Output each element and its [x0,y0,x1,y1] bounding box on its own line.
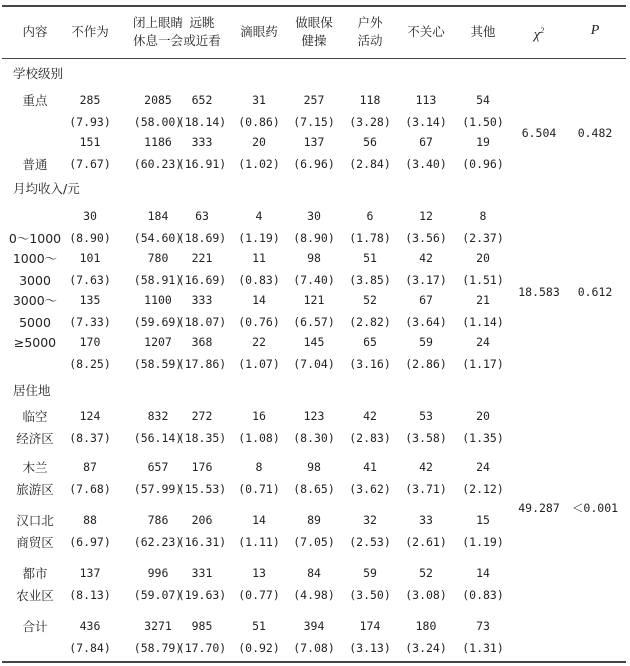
cell-count: 89 [307,513,321,527]
header-col6-line1: 户外 [357,15,383,30]
header-col5-line1: 做眼保 [295,15,333,30]
cell-count: 30 [83,209,97,223]
cell-count: 331 [191,566,213,580]
cell-percent: (8.65) [293,482,335,496]
cell-count: 24 [476,460,490,474]
cell-percent: (57.99) [133,482,183,496]
cell-percent: (3.16) [349,357,391,371]
cell-percent: (58.59) [133,357,183,371]
cell-count: 1100 [144,293,172,307]
cell-count: 333 [191,293,213,307]
cell-count: 59 [419,335,433,349]
cell-percent: (3.58) [405,431,447,445]
cell-percent: (0.92) [238,641,280,655]
cell-percent: (2.61) [405,535,447,549]
cell-percent: (16.91) [177,157,227,171]
cell-count: 54 [476,93,490,107]
header-col3-line2: 或近看 [183,33,221,48]
header-rule [2,58,626,59]
cell-count: 20 [476,409,490,423]
cell-count: 73 [476,619,490,633]
cell-count: 780 [147,251,169,265]
cell-count: 32 [363,513,377,527]
cell-percent: (6.97) [69,535,111,549]
cell-percent: (6.96) [293,157,335,171]
row-label-line1: 都市 [22,566,48,581]
cell-percent: (18.35) [177,431,227,445]
cell-count: 368 [191,335,213,349]
cell-count: 84 [307,566,321,580]
cell-percent: (3.50) [349,588,391,602]
cell-count: 652 [191,93,213,107]
group-label-school: 学校级别 [13,66,64,81]
cell-count: 333 [191,135,213,149]
row-label-line2: 经济区 [16,431,54,446]
cell-percent: (1.17) [462,357,504,371]
cell-percent: (7.15) [293,115,335,129]
header-col2-line1: 闭上眼睛 [132,15,184,30]
cell-percent: (0.83) [238,273,280,287]
cell-percent: (1.19) [462,535,504,549]
row-label-line1: 木兰 [22,460,48,475]
header-col1: 不作为 [71,24,109,39]
cell-count: 65 [363,335,377,349]
cell-count: 51 [363,251,377,265]
stat-chi-square: 49.287 [518,501,560,515]
cell-count: 786 [147,513,169,527]
cell-percent: (2.86) [405,357,447,371]
cell-count: 151 [79,135,101,149]
cell-count: 180 [415,619,437,633]
cell-count: 176 [191,460,213,474]
cell-count: 4 [255,209,263,223]
cell-count: 67 [419,135,433,149]
cell-count: 67 [419,293,433,307]
cell-percent: (58.91) [133,273,183,287]
cell-percent: (1.50) [462,115,504,129]
cell-percent: (17.70) [177,641,227,655]
cell-percent: (54.60) [133,231,183,245]
cell-count: 184 [147,209,169,223]
cell-percent: (7.84) [69,641,111,655]
cell-count: 14 [252,513,266,527]
cell-percent: (7.04) [293,357,335,371]
cell-count: 63 [195,209,209,223]
cell-percent: (7.08) [293,641,335,655]
top-rule [2,5,626,7]
cell-percent: (3.24) [405,641,447,655]
cell-count: 3271 [144,619,172,633]
cell-percent: (7.67) [69,157,111,171]
cell-percent: (8.90) [293,231,335,245]
cell-count: 53 [419,409,433,423]
cell-percent: (0.83) [462,588,504,602]
cell-percent: (0.96) [462,157,504,171]
cell-count: 8 [255,460,263,474]
cell-count: 996 [147,566,169,580]
cell-percent: (1.78) [349,231,391,245]
cell-percent: (1.31) [462,641,504,655]
cell-percent: (8.13) [69,588,111,602]
cell-count: 121 [303,293,325,307]
stat-p-value: 0.612 [577,285,613,299]
cell-percent: (1.19) [238,231,280,245]
cell-percent: (0.76) [238,315,280,329]
cell-count: 118 [359,93,381,107]
cell-percent: (16.69) [177,273,227,287]
header-chi-square: $\chi^2$ [533,26,545,43]
cell-count: 56 [363,135,377,149]
cell-count: 113 [415,93,437,107]
cell-percent: (7.05) [293,535,335,549]
cell-count: 42 [363,409,377,423]
header-col6-line2: 活动 [357,33,383,48]
cell-count: 206 [191,513,213,527]
cell-percent: (2.12) [462,482,504,496]
cell-percent: (58.00) [133,115,183,129]
cell-count: 42 [419,460,433,474]
cell-percent: (0.86) [238,115,280,129]
cell-percent: (7.93) [69,115,111,129]
row-label-line2: 农业区 [16,588,54,603]
stat-p-value: 0.482 [577,126,613,140]
cell-count: 14 [476,566,490,580]
cell-percent: (15.53) [177,482,227,496]
header-col5-line2: 健操 [301,33,327,48]
cell-percent: (1.14) [462,315,504,329]
cell-percent: (6.57) [293,315,335,329]
header-col3-line1: 远眺 [189,15,215,30]
cell-percent: (1.35) [462,431,504,445]
cell-count: 24 [476,335,490,349]
cell-count: 8 [479,209,487,223]
cell-percent: (1.08) [238,431,280,445]
cell-count: 985 [191,619,213,633]
cell-count: 98 [307,460,321,474]
row-label-line2: 普通 [22,157,48,172]
cell-percent: (4.98) [293,588,335,602]
cell-percent: (8.37) [69,431,111,445]
row-label-line1: 重点 [22,93,48,108]
cell-count: 6 [366,209,374,223]
cell-percent: (62.23) [133,535,183,549]
stat-chi-square: 6.504 [521,126,557,140]
cell-percent: (18.69) [177,231,227,245]
cell-count: 31 [252,93,266,107]
cell-count: 124 [79,409,101,423]
header-col7: 不关心 [407,24,445,39]
header-col4: 滴眼药 [240,24,278,39]
row-label-line2: 旅游区 [16,482,54,497]
cell-count: 1186 [144,135,172,149]
cell-count: 42 [419,251,433,265]
cell-percent: (3.08) [405,588,447,602]
header-col8: 其他 [470,24,496,39]
cell-percent: (3.64) [405,315,447,329]
cell-count: 52 [419,566,433,580]
header-item: 内容 [22,24,48,39]
cell-percent: (3.85) [349,273,391,287]
cell-count: 436 [79,619,101,633]
cell-percent: (3.28) [349,115,391,129]
cell-count: 137 [303,135,325,149]
row-label-line1: 临空 [22,409,48,424]
cell-percent: (2.53) [349,535,391,549]
cell-count: 832 [147,409,169,423]
cell-count: 135 [79,293,101,307]
cell-count: 2085 [144,93,172,107]
cell-percent: (3.71) [405,482,447,496]
cell-count: 51 [252,619,266,633]
cell-percent: (56.14) [133,431,183,445]
cell-count: 221 [191,251,213,265]
cell-percent: (2.83) [349,431,391,445]
cell-count: 22 [252,335,266,349]
cell-count: 33 [419,513,433,527]
cell-percent: (3.13) [349,641,391,655]
cell-percent: (7.40) [293,273,335,287]
cell-percent: (59.07) [133,588,183,602]
row-label-line2: 3000 [19,273,51,288]
cell-percent: (1.51) [462,273,504,287]
cell-percent: (7.68) [69,482,111,496]
row-label-line2: 商贸区 [16,535,54,550]
cell-percent: (3.40) [405,157,447,171]
bottom-rule [2,661,626,663]
row-label-line1: 3000～ [12,293,58,308]
cell-count: 137 [79,566,101,580]
cell-count: 174 [359,619,381,633]
stat-chi-square: 18.583 [518,285,560,299]
cell-count: 98 [307,251,321,265]
cell-count: 20 [476,251,490,265]
cell-percent: (1.07) [238,357,280,371]
cell-count: 13 [252,566,266,580]
cell-percent: (17.86) [177,357,227,371]
cell-count: 272 [191,409,213,423]
cell-count: 257 [303,93,325,107]
cell-percent: (59.69) [133,315,183,329]
cell-percent: (7.63) [69,273,111,287]
cell-percent: (2.82) [349,315,391,329]
cell-percent: (8.25) [69,357,111,371]
cell-percent: (3.14) [405,115,447,129]
cell-count: 657 [147,460,169,474]
cell-count: 52 [363,293,377,307]
cell-percent: (3.62) [349,482,391,496]
cell-count: 20 [252,135,266,149]
cell-count: 123 [303,409,325,423]
cell-percent: (2.84) [349,157,391,171]
group-label-residence: 居住地 [13,383,51,398]
cell-count: 16 [252,409,266,423]
row-label-line2: 0～1000 [8,231,62,246]
cell-percent: (60.23) [133,157,183,171]
cell-percent: (18.14) [177,115,227,129]
row-label-line1: 汉口北 [16,513,54,528]
cell-percent: (1.11) [238,535,280,549]
cell-percent: (8.90) [69,231,111,245]
cell-percent: (3.56) [405,231,447,245]
row-label-line1: 合计 [22,619,48,634]
header-p: P [590,23,600,38]
row-label-line1: 1000～ [12,251,58,266]
group-label-income: 月均收入/元 [13,181,80,196]
cell-count: 11 [252,251,266,265]
cell-count: 145 [303,335,325,349]
cell-count: 41 [363,460,377,474]
cell-count: 19 [476,135,490,149]
cell-percent: (16.31) [177,535,227,549]
header-col2-line2: 休息一会 [132,33,184,48]
cell-count: 285 [79,93,101,107]
cell-count: 170 [79,335,101,349]
cell-count: 394 [303,619,325,633]
cell-percent: (18.07) [177,315,227,329]
cell-count: 87 [83,460,97,474]
cell-percent: (58.79) [133,641,183,655]
cell-count: 14 [252,293,266,307]
cell-count: 59 [363,566,377,580]
cell-count: 12 [419,209,433,223]
stat-p-value: ＜0.001 [571,501,619,515]
cell-percent: (19.63) [177,588,227,602]
cell-count: 1207 [144,335,172,349]
row-label-line2: 5000 [19,315,51,330]
cell-count: 21 [476,293,490,307]
cell-percent: (0.71) [238,482,280,496]
cell-count: 88 [83,513,97,527]
cell-percent: (7.33) [69,315,111,329]
cell-count: 15 [476,513,490,527]
cell-percent: (2.37) [462,231,504,245]
cell-count: 30 [307,209,321,223]
cell-percent: (3.17) [405,273,447,287]
cell-percent: (8.30) [293,431,335,445]
row-label-line1: ≥5000 [13,335,57,350]
cell-percent: (0.77) [238,588,280,602]
cell-count: 101 [79,251,101,265]
cell-percent: (1.02) [238,157,280,171]
